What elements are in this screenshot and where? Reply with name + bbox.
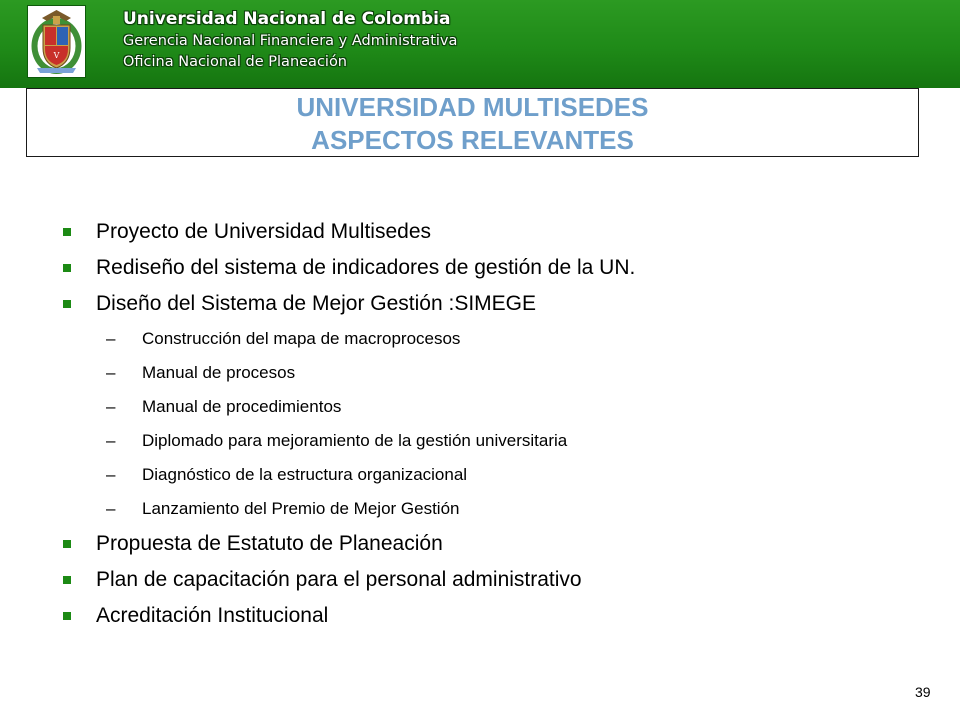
office-name: Oficina Nacional de Planeación bbox=[123, 54, 347, 70]
sub-list-item bbox=[60, 458, 920, 492]
university-name: Universidad Nacional de Colombia bbox=[123, 9, 451, 29]
sub-list-item-text: Manual de procedimientos bbox=[142, 397, 342, 416]
square-bullet-icon bbox=[63, 576, 71, 584]
sub-list-item bbox=[60, 356, 920, 390]
sub-list-item-text: Diagnóstico de la estructura organizacional bbox=[142, 465, 468, 484]
dash-bullet: – bbox=[106, 431, 116, 450]
page-number: 39 bbox=[915, 684, 931, 700]
list-item-text: Plan de capacitación para el personal administrativo bbox=[96, 568, 582, 591]
list-item-text: Proyecto de Universidad Multisedes bbox=[96, 220, 431, 243]
list-item bbox=[60, 526, 920, 562]
dash-bullet: – bbox=[106, 397, 116, 416]
dash-bullet: – bbox=[106, 363, 116, 382]
division-name: Gerencia Nacional Financiera y Administrativa bbox=[123, 33, 458, 49]
square-bullet-icon bbox=[63, 612, 71, 620]
sub-list-item bbox=[60, 424, 920, 458]
sub-list-item bbox=[60, 322, 920, 356]
sub-list-item-text: Lanzamiento del Premio de Mejor Gestión bbox=[142, 499, 460, 518]
dash-bullet: – bbox=[106, 465, 116, 484]
list-item bbox=[60, 562, 920, 598]
list-item-text: Diseño del Sistema de Mejor Gestión :SIMEGE bbox=[96, 292, 537, 315]
slide-title-line-2: ASPECTOS RELEVANTES bbox=[311, 125, 634, 155]
square-bullet-icon bbox=[63, 264, 71, 272]
university-coat-of-arms-icon bbox=[27, 5, 86, 78]
svg-text:V: V bbox=[53, 51, 60, 60]
sub-list-item-text: Diplomado para mejoramiento de la gestión universitaria bbox=[142, 431, 568, 450]
slide-title-box bbox=[26, 88, 919, 157]
bullet-list bbox=[60, 214, 920, 634]
dash-bullet: – bbox=[106, 329, 116, 348]
header-band bbox=[0, 0, 960, 88]
square-bullet-icon bbox=[63, 228, 71, 236]
slide-title-line-1: UNIVERSIDAD MULTISEDES bbox=[296, 92, 649, 122]
sub-list-item bbox=[60, 492, 920, 526]
square-bullet-icon bbox=[63, 300, 71, 308]
list-item bbox=[60, 214, 920, 250]
list-item bbox=[60, 286, 920, 322]
list-item bbox=[60, 598, 920, 634]
sub-list-item-text: Manual de procesos bbox=[142, 363, 296, 382]
sub-list-item bbox=[60, 390, 920, 424]
square-bullet-icon bbox=[63, 540, 71, 548]
list-item-text: Acreditación Institucional bbox=[96, 604, 329, 627]
header-titles bbox=[123, 7, 457, 73]
sub-list-item-text: Construcción del mapa de macroprocesos bbox=[142, 329, 461, 348]
list-item-text: Propuesta de Estatuto de Planeación bbox=[96, 532, 443, 555]
dash-bullet: – bbox=[106, 499, 116, 518]
list-item bbox=[60, 250, 920, 286]
list-item-text: Rediseño del sistema de indicadores de gestión de la UN. bbox=[96, 256, 636, 279]
